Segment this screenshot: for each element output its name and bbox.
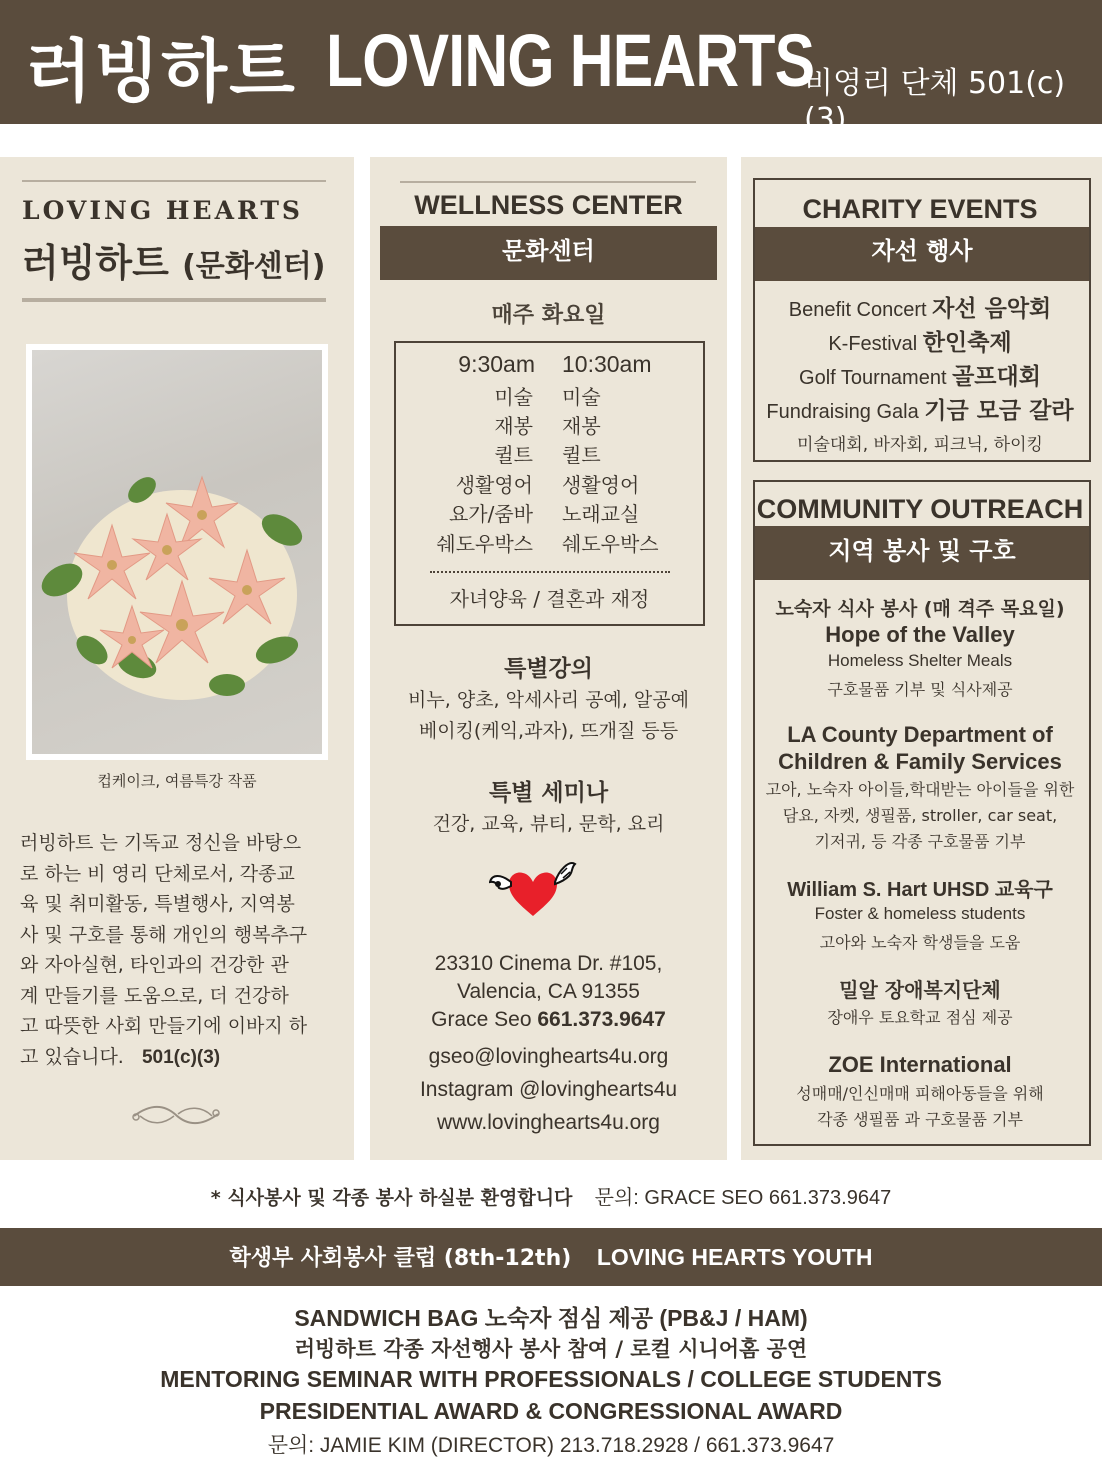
schedule-extra: 자녀양육 / 결혼과 재정: [449, 587, 650, 611]
outreach-item-line: 성매매/인신매매 피해아동들을 위해: [796, 1084, 1044, 1103]
description: [20, 828, 336, 1073]
special-lecture-line: 비누, 양초, 악세사리 공예, 알공예: [408, 689, 689, 711]
flourish-ornament-icon: [130, 1100, 222, 1130]
class-930: 미술: [494, 385, 533, 409]
charity-band: 자선 행사: [755, 227, 1089, 281]
divider: [22, 180, 326, 182]
title-english: LOVING HEARTS: [326, 19, 815, 102]
title-korean: 러빙하트: [26, 33, 297, 112]
contact-phone: 661.373.9647: [537, 1008, 666, 1031]
photo-caption: 컵케이크, 여름특강 작품: [97, 772, 257, 790]
left-title-korean: [22, 232, 325, 287]
outreach-title: COMMUNITY OUTREACH: [756, 494, 1084, 524]
description-tag: 501(c)(3): [141, 1046, 221, 1068]
top-banner: [0, 0, 1102, 137]
youth-bar-en: LOVING HEARTS YOUTH: [596, 1244, 873, 1270]
outreach-item-line: 구호물품 기부 및 식사제공: [827, 680, 1013, 699]
youth-bar-text: [0, 1241, 1102, 1272]
time-930: 9:30am: [458, 351, 535, 377]
volunteer-contact: 문의: GRACE SEO 661.373.9647: [594, 1187, 892, 1209]
event-en: K-Festival: [828, 333, 918, 355]
wellness-band: 문화센터: [380, 226, 717, 280]
event-ko: 자선 음악회: [932, 296, 1052, 322]
outreach-item-title: ZOE International: [828, 1052, 1012, 1077]
contact-name: Grace Seo: [431, 1008, 532, 1031]
youth-line: PRESIDENTIAL AWARD & CONGRESSIONAL AWARD: [259, 1398, 843, 1424]
youth-bar-ko: 학생부 사회봉사 클럽 (8th-12th): [229, 1246, 572, 1271]
contact-line: [370, 1006, 727, 1034]
class-1030: 쉐도우박스: [562, 532, 659, 556]
description-line: 러빙하트 는 기독교 정신을 바탕으: [20, 832, 302, 854]
charity-event: [755, 358, 1085, 391]
description-line: 계 만들기를 도움으로, 더 건강하: [20, 984, 289, 1007]
youth-line: SANDWICH BAG 노숙자 점심 제공 (PB&J / HAM): [294, 1305, 808, 1331]
special-lecture-line: 베이킹(케익,과자), 뜨개질 등등: [418, 720, 679, 742]
class-1030: 미술: [562, 385, 601, 409]
youth-bar: [0, 1228, 1102, 1286]
class-930: 생활영어: [455, 473, 533, 497]
youth-contact: 문의: JAMIE KIM (DIRECTOR) 213.718.2928 / 661.373.9647: [267, 1434, 835, 1457]
left-title-english: LOVING HEARTS: [22, 196, 303, 225]
seminar-line: 건강, 교육, 뷰티, 문학, 요리: [432, 813, 665, 835]
email-link[interactable]: gseo@lovinghearts4u.org: [428, 1045, 669, 1068]
volunteer-line: [0, 1181, 1102, 1210]
description-line: 로 하는 비 영리 단체로서, 각종교: [20, 862, 295, 885]
outreach-item-line: 각종 생필품 과 구호물품 기부: [817, 1110, 1023, 1129]
outreach-item-line: 기저귀, 등 각종 구호물품 기부: [814, 832, 1026, 851]
description-line: [20, 1042, 336, 1074]
charity-misc: 미술대회, 바자회, 피크닉, 하이킹: [797, 435, 1043, 455]
event-ko: 골프대회: [952, 364, 1041, 390]
class-1030: 퀼트: [562, 443, 601, 467]
wellness-title: WELLNESS CENTER: [414, 190, 683, 220]
description-last: 고 있습니다.: [20, 1045, 124, 1068]
instagram-link[interactable]: Instagram @lovinghearts4u: [419, 1078, 678, 1101]
class-1030: 노래교실: [562, 502, 640, 526]
address-line2: Valencia, CA 91355: [457, 980, 640, 1003]
description-line: 와 자아실현, 타인과의 건강한 관: [20, 954, 289, 976]
outreach-item-line: 담요, 자켓, 생필품, stroller, car seat,: [782, 806, 1058, 825]
charity-event: [755, 290, 1085, 323]
address-line1: 23310 Cinema Dr. #105,: [434, 952, 663, 975]
charity-title: CHARITY EVENTS: [802, 194, 1038, 224]
charity-event: [755, 392, 1085, 425]
divider: [400, 181, 696, 183]
outreach-item-line: 장애우 토요학교 점심 제공: [827, 1008, 1013, 1027]
online-block: [370, 1040, 727, 1139]
divider: [22, 298, 326, 302]
dotted-divider: [430, 571, 670, 573]
left-title-ko-sub: (문화센터): [182, 249, 326, 284]
website-link[interactable]: www.lovinghearts4u.org: [437, 1111, 660, 1134]
volunteer-welcome: * 식사봉사 및 각종 봉사 하실분 환영합니다: [210, 1187, 573, 1209]
description-line: 사 및 구호를 통해 개인의 행복추구: [20, 923, 308, 946]
event-ko: 한인축제: [922, 330, 1012, 356]
nonprofit-label: 비영리 단체 501(c)(3): [804, 66, 1066, 137]
time-1030: 10:30am: [562, 351, 652, 377]
class-1030: 생활영어: [562, 473, 640, 497]
outreach-band: 지역 봉사 및 구호: [755, 526, 1089, 580]
description-line: 육 및 취미활동, 특별행사, 지역봉: [20, 893, 295, 915]
outreach-item-line: 고아, 노숙자 아이들,학대받는 아이들을 위한: [765, 780, 1075, 799]
special-lecture-title: 특별강의: [504, 656, 593, 682]
class-930: 쉐도우박스: [436, 532, 533, 556]
outreach-item-line: 고아와 노숙자 학생들을 도움: [819, 933, 1021, 952]
outreach-item-line: Foster & homeless students: [814, 904, 1026, 923]
class-930: 퀼트: [494, 443, 533, 467]
left-title-ko-main: 러빙하트: [22, 241, 169, 285]
youth-line: 러빙하트 각종 자선행사 봉사 참여 / 로컬 시니어홈 공연: [294, 1337, 808, 1361]
cupcake-photo: [26, 344, 328, 760]
class-930: 재봉: [494, 414, 533, 438]
wellness-day: 매주 화요일: [491, 303, 606, 328]
outreach-item-title: LA County Department of: [787, 722, 1053, 747]
outreach-item-line: Homeless Shelter Meals: [827, 651, 1013, 670]
class-1030: 재봉: [562, 414, 601, 438]
event-en: Golf Tournament: [799, 367, 947, 389]
outreach-item-title: William S. Hart UHSD 교육구: [787, 879, 1053, 901]
youth-line: MENTORING SEMINAR WITH PROFESSIONALS / COLLEGE STUDENTS: [160, 1366, 942, 1392]
special-lecture-list: [370, 685, 727, 747]
seminar-title: 특별 세미나: [488, 780, 609, 806]
event-en: Benefit Concert: [788, 299, 927, 321]
class-930: 요가/줌바: [448, 502, 533, 526]
outreach-item-title: 밀알 장애복지단체: [839, 978, 1001, 1002]
winged-heart-icon: [489, 858, 577, 920]
event-en: Fundraising Gala: [766, 401, 919, 423]
outreach-item-subtitle: Children & Family Services: [778, 749, 1062, 774]
outreach-item-title: 노숙자 식사 봉사 (매 격주 목요일): [775, 598, 1065, 620]
event-ko: 기금 모금 갈라: [924, 398, 1074, 424]
cupcake-flower-image: [32, 350, 322, 754]
charity-event: [755, 324, 1085, 357]
address-block: [370, 950, 727, 1034]
schedule-box: [394, 341, 705, 626]
outreach-item-subtitle: Hope of the Valley: [825, 622, 1015, 647]
description-line: 고 따뜻한 사회 만들기에 이바지 하: [20, 1015, 308, 1037]
